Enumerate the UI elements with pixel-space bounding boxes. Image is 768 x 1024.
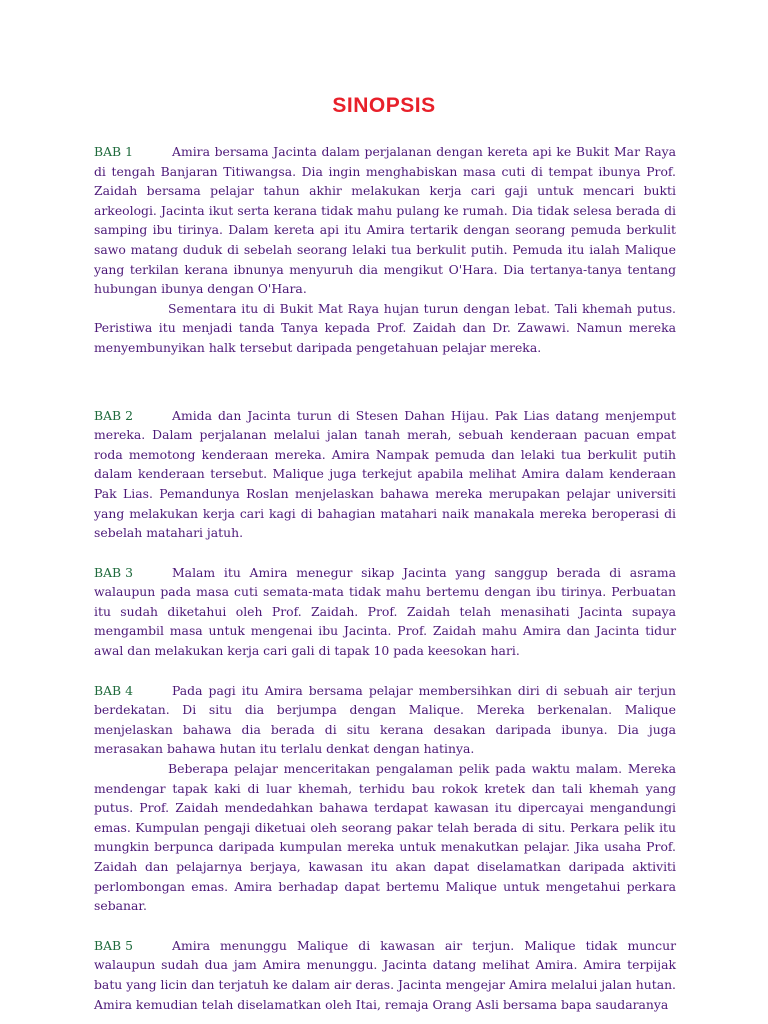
bab-1-text-1: Amira bersama Jacinta dalam perjalanan dengan kereta api ke Bukit Mar Raya di tengah Banjaran Titiwangsa. Dia ingin menghabiskan masa cuti di tempat ibunya Prof. Zaidah bersama pelajar tahun akhir melakukan kerja cari gaji untuk mencari bukti arkeologi. Jacinta ikut serta kerana tidak mahu pulang ke rumah. Dia tidak selesa berada di samping ibu tirinya. Dalam kereta api itu Amira tertarik dengan seorang pemuda berkulit sawo matang duduk di sebelah seorang lelaki tua berkulit putih. Pemuda itu ialah Malique yang terkilan kerana ibnunya menyuruh dia mengikut O'Hara. Dia tertanya-tanya tentang hubungan ibunya dengan O'Hara. (94, 144, 676, 297)
bab-5-label: BAB 5 (94, 937, 133, 953)
bab-1-paragraph-1 (94, 142, 676, 299)
section-bab-1 (94, 142, 676, 358)
bab-1-paragraph-2: Sementara itu di Bukit Mat Raya hujan turun dengan lebat. Tali khemah putus. Peristiwa itu menjadi tanda Tanya kepada Prof. Zaidah dan Dr. Zawawi. Namun mereka menyembunyikan halk tersebut daripada pengetahuan pelajar mereka. (94, 300, 676, 355)
section-bab-4 (94, 681, 676, 916)
bab-4-label: BAB 4 (94, 682, 133, 698)
section-bab-2 (94, 406, 676, 543)
bab-4-text-1: Pada pagi itu Amira bersama pelajar membersihkan diri di sebuah air terjun berdekatan. Di situ dia berjumpa dengan Malique. Mereka berkenalan. Malique menjelaskan bahawa dia berada di situ kerana desakan daripada ibunya. Dia juga merasakan bahawa hutan itu terlalu denkat dengan hatinya. (94, 682, 676, 757)
bab-2-text-1: Amida dan Jacinta turun di Stesen Dahan Hijau. Pak Lias datang menjemput mereka. Dalam perjalanan melalui jalan tanah merah, sebuah kenderaan pacuan empat roda memotong kenderaan mereka. Amira Nampak pemuda dan lelaki tua berkulit putih dalam kenderaan tersebut. Malique juga terkejut apabila melihat Amira dalam kenderaan Pak Lias. Pemandunya Roslan menjelaskan bahawa mereka merupakan pelajar universiti yang melakukan kerja cari kagi di bahagian matahari naik manakala mereka beroperasi di sebelah matahari jatuh. (94, 407, 676, 541)
bab-4-paragraph-2: Beberapa pelajar menceritakan pengalaman pelik pada waktu malam. Mereka mendengar tapak kaki di luar khemah, terhidu bau rokok kretek dan tali khemah yang putus. Prof. Zaidah mendedahkan bahawa terdapat kawasan itu dipercayai mengandungi emas. Kumpulan pengaji diketuai oleh seorang pakar telah berada di situ. Perkara pelik itu mungkin berpunca daripada kumpulan mereka untuk menakutkan pelajar. Jika usaha Prof. Zaidah dan pelajarnya berjaya, kawasan itu akan dapat diselamatkan daripada aktiviti perlombongan emas. Amira berhadap dapat bertemu Malique untuk mengetahui perkara sebanar. (94, 761, 676, 914)
bab-5-paragraph-1 (94, 936, 676, 1014)
bab-2-paragraph-1 (94, 406, 676, 543)
bab-2-label: BAB 2 (94, 407, 133, 423)
section-bab-5 (94, 936, 676, 1014)
bab-1-label: BAB 1 (94, 144, 133, 159)
bab-5-text-1: Amira menunggu Malique di kawasan air terjun. Malique tidak muncur walaupun sudah dua jam Amira menunggu. Jacinta datang melihat Amira. Amira terpijak batu yang licin dan terjatuh ke dalam air deras. Jacinta mengejar Amira melalui jalan hutan. Amira kemudian telah diselamatkan oleh Itai, remaja Orang Asli bersama bapa saudaranya (94, 937, 676, 1012)
synopsis-body (94, 142, 676, 1014)
bab-3-paragraph-1 (94, 563, 676, 661)
bab-3-label: BAB 3 (94, 564, 133, 580)
bab-4-paragraph-1 (94, 681, 676, 759)
page-title: SINOPSIS (332, 94, 436, 117)
bab-3-text-1: Malam itu Amira menegur sikap Jacinta yang sanggup berada di asrama walaupun pada masa cuti semata-mata tidak mahu bertemu dengan ibu tirinya. Perbuatan itu sudah diketahui oleh Prof. Zaidah. Prof. Zaidah telah menasihati Jacinta supaya mengambil masa untuk mengenai ibu Jacinta. Prof. Zaidah mahu Amira dan Jacinta tidur awal dan melakukan kerja cari gali di tapak 10 pada keesokan hari. (94, 564, 676, 659)
section-bab-3 (94, 563, 676, 661)
